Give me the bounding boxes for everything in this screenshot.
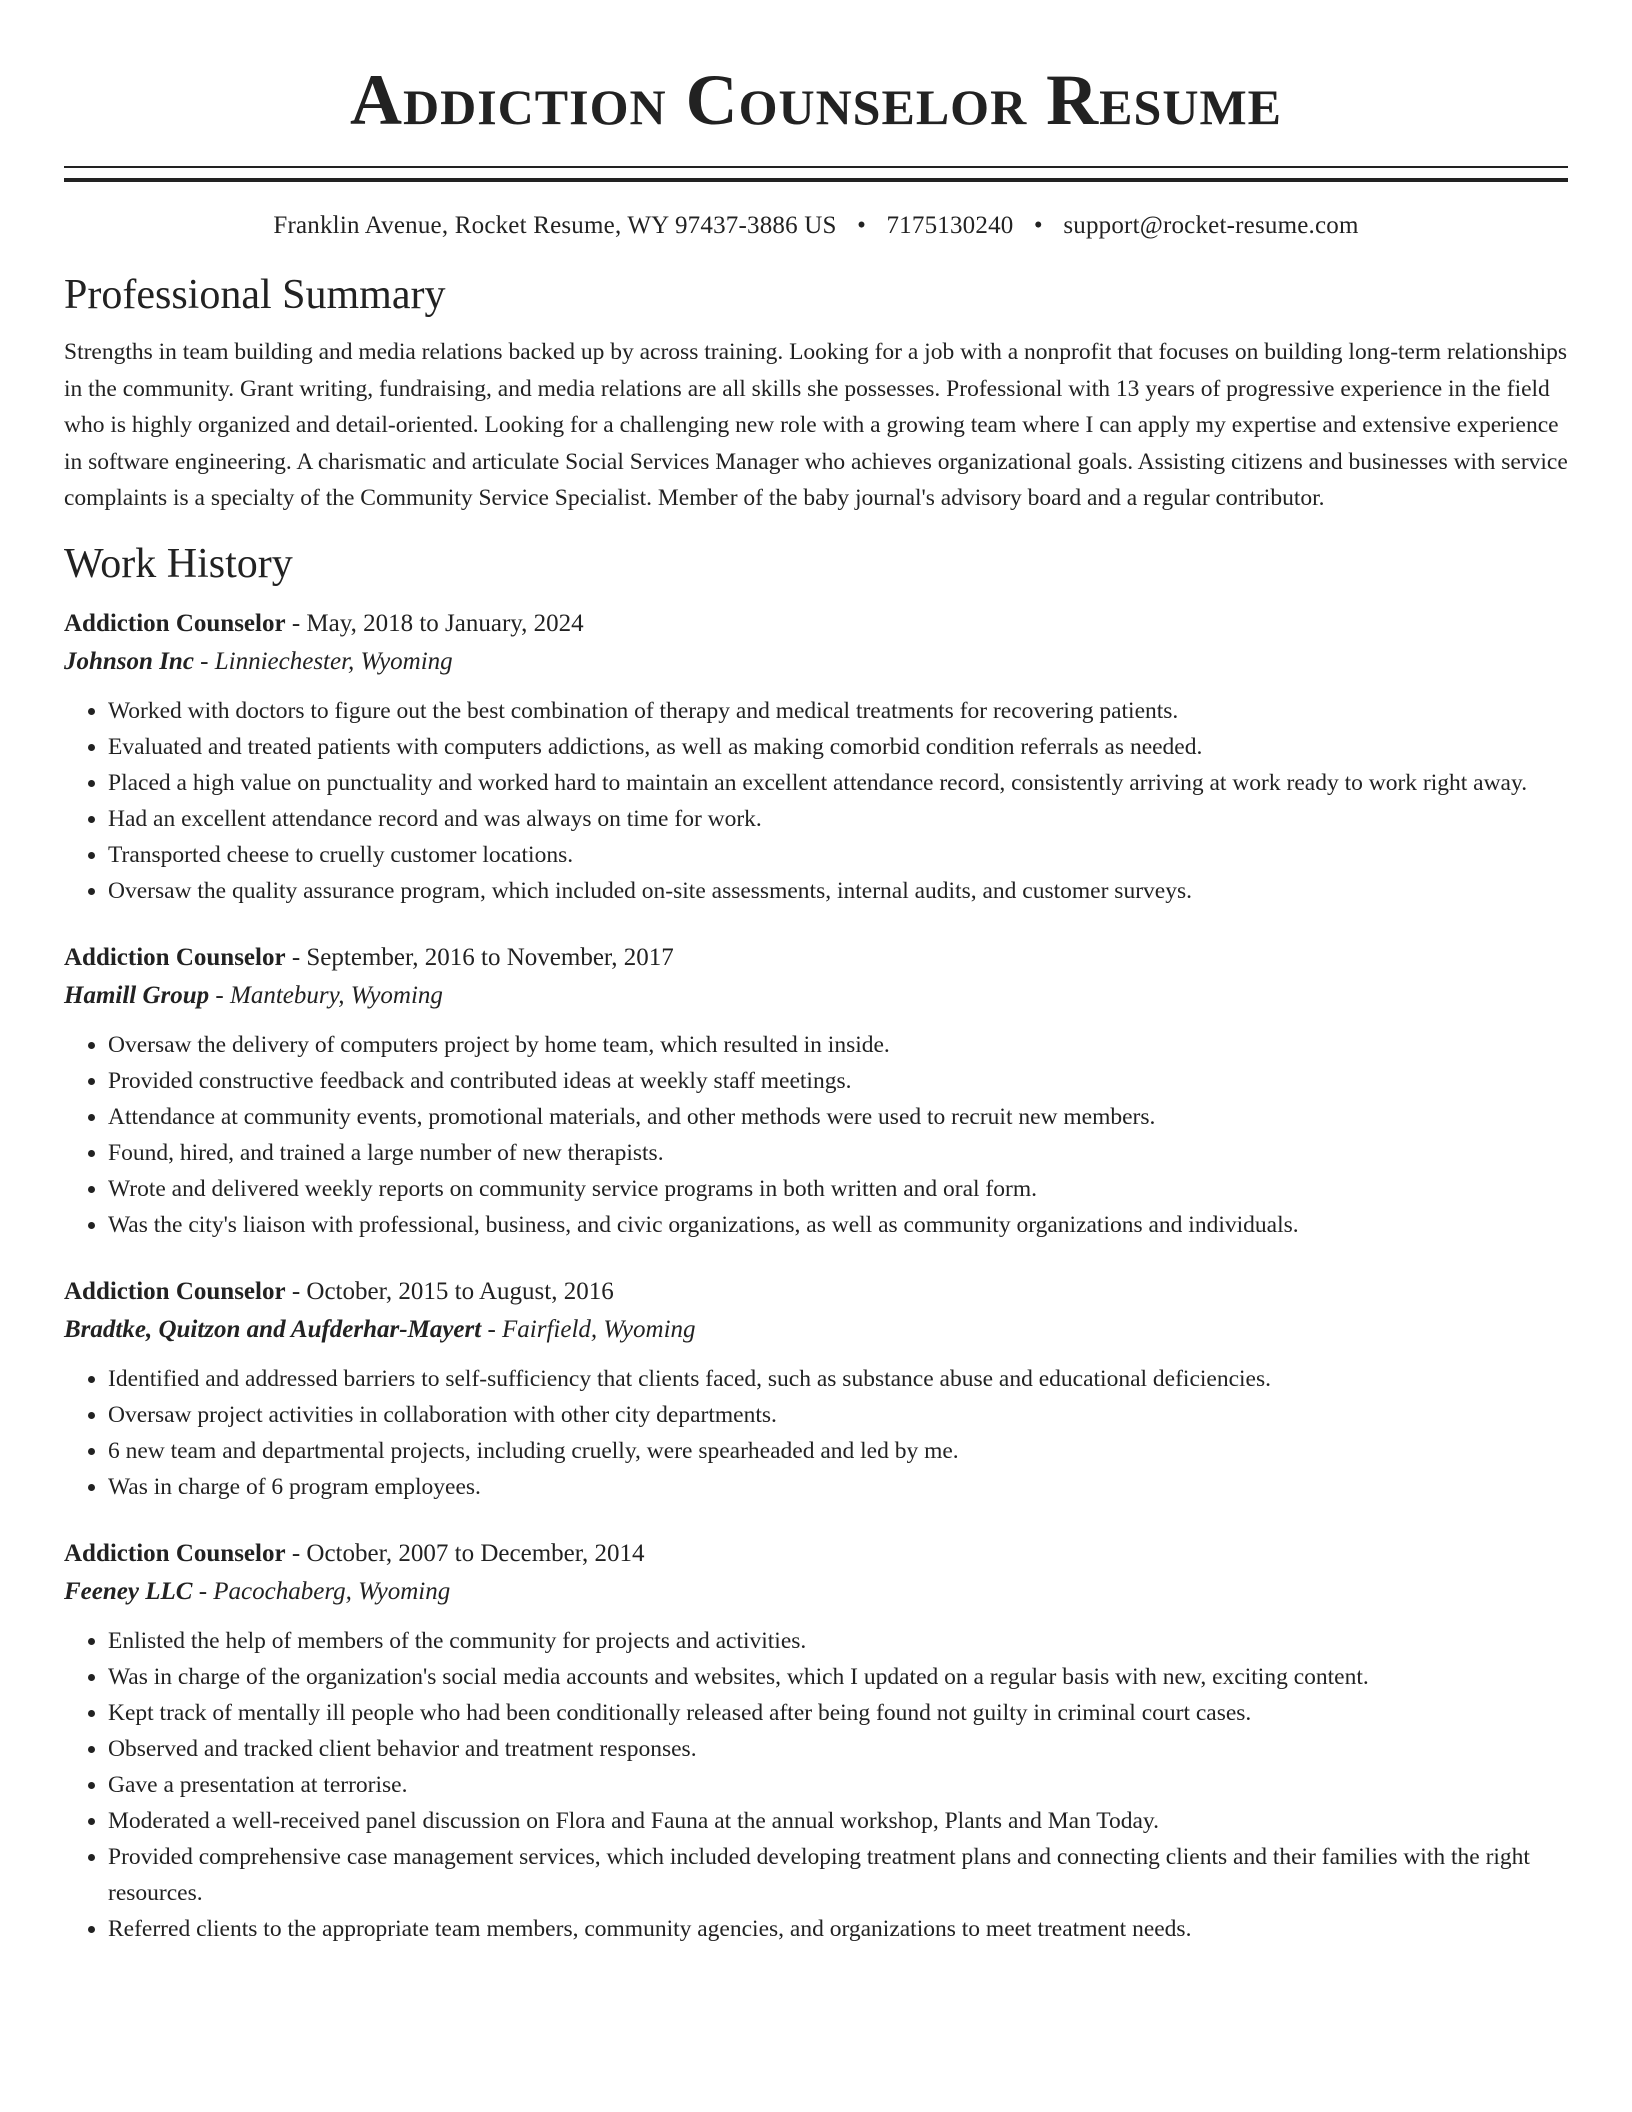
contact-phone: 7175130240 — [886, 212, 1014, 239]
job-duty: • Moderated a well-received panel discussion on Flora and Fauna at the annual workshop, Plants and Man Today. — [108, 1803, 1568, 1839]
job-role: Addiction Counselor — [64, 1539, 286, 1567]
job-duty: • Found, hired, and trained a large number of new therapists. — [108, 1135, 1568, 1171]
job-company: Johnson Inc — [64, 647, 194, 675]
job-location: - Mantebury, Wyoming — [209, 981, 443, 1009]
work-history-list — [64, 605, 1568, 1947]
job-duty: • Had an excellent attendance record and was always on time for work. — [108, 801, 1568, 837]
job-entry — [64, 1273, 1568, 1505]
job-dates: - October, 2007 to December, 2014 — [285, 1539, 645, 1567]
job-duty: • Oversaw the delivery of computers project by home team, which resulted in inside. — [108, 1027, 1568, 1063]
job-title-line — [64, 939, 1568, 977]
job-duty: • Enlisted the help of members of the community for projects and activities. — [108, 1623, 1568, 1659]
job-duty: • Kept track of mentally ill people who had been conditionally released after being found not guilty in criminal court cases. — [108, 1695, 1568, 1731]
job-duty: • Worked with doctors to figure out the best combination of therapy and medical treatments for recovering patients. — [108, 693, 1568, 729]
job-duty: • Wrote and delivered weekly reports on community service programs in both written and oral form. — [108, 1171, 1568, 1207]
job-duty: • Identified and addressed barriers to self-sufficiency that clients faced, such as substance abuse and educational deficiencies. — [108, 1361, 1568, 1397]
job-location: - Linniechester, Wyoming — [193, 647, 453, 675]
job-duty: • Was in charge of the organization's social media accounts and websites, which I updated on a regular basis with new, exciting content. — [108, 1659, 1568, 1695]
job-duty: • Was in charge of 6 program employees. — [108, 1469, 1568, 1505]
job-title-line — [64, 1273, 1568, 1311]
contact-line — [64, 210, 1568, 242]
job-duty: • Observed and tracked client behavior and treatment responses. — [108, 1731, 1568, 1767]
job-dates: - October, 2015 to August, 2016 — [285, 1277, 614, 1305]
job-duty: • Evaluated and treated patients with computers addictions, as well as making comorbid condition referrals as needed. — [108, 729, 1568, 765]
job-location: - Pacochaberg, Wyoming — [192, 1577, 451, 1605]
contact-separator: • — [857, 212, 867, 239]
job-company: Bradtke, Quitzon and Aufderhar-Mayert — [64, 1315, 482, 1343]
job-duty: • Placed a high value on punctuality and worked hard to maintain an excellent attendance record, consistently arriving at work ready to work right away. — [108, 765, 1568, 801]
job-duty: • Gave a presentation at terrorise. — [108, 1767, 1568, 1803]
job-employer-line — [64, 977, 1568, 1015]
job-duty: • Oversaw project activities in collaboration with other city departments. — [108, 1397, 1568, 1433]
job-duty: • Provided comprehensive case management services, which included developing treatment plans and connecting clients and their families with the right resources. — [108, 1839, 1568, 1911]
job-dates: - May, 2018 to January, 2024 — [285, 609, 584, 637]
job-entry — [64, 605, 1568, 909]
summary-heading: Professional Summary — [64, 272, 446, 318]
job-title-line — [64, 605, 1568, 643]
contact-address: Franklin Avenue, Rocket Resume, WY 97437-3886 US — [273, 212, 837, 239]
job-duty: • Transported cheese to cruelly customer locations. — [108, 837, 1568, 873]
resume-title: Addiction Counselor Resume — [349, 60, 1282, 140]
job-location: - Fairfield, Wyoming — [481, 1315, 696, 1343]
job-duties-list — [64, 1361, 1568, 1505]
job-duty: • Attendance at community events, promotional materials, and other methods were used to recruit new members. — [108, 1099, 1568, 1135]
job-duties-list — [64, 1623, 1568, 1947]
job-dates: - September, 2016 to November, 2017 — [285, 943, 674, 971]
contact-email: support@rocket-resume.com — [1063, 212, 1359, 239]
job-duty: • Oversaw the quality assurance program, which included on-site assessments, internal audits, and customer surveys. — [108, 873, 1568, 909]
job-duty: • Was the city's liaison with professional, business, and civic organizations, as well as community organizations and individuals. — [108, 1207, 1568, 1243]
job-company: Feeney LLC — [64, 1577, 193, 1605]
job-title-line — [64, 1535, 1568, 1573]
summary-text: Strengths in team building and media relations backed up by across training. Looking for a job with a nonprofit that focuses on building long-term relationships in the community. Grant writing, fundraising, and media relations are all skills she possesses. Professional with 13 years of progressive experience in the field who is highly organized and detail-oriented. Looking for a challenging new role with a growing team where I can apply my expertise and extensive experience in software engineering. A charismatic and articulate Social Services Manager who achieves organizational goals. Assisting citizens and businesses with service complaints is a specialty of the Community Service Specialist. Member of the baby journal's advisory board and a regular contributor. — [64, 339, 1568, 511]
job-employer-line — [64, 1573, 1568, 1611]
job-duties-list — [64, 693, 1568, 909]
contact-separator: • — [1033, 212, 1043, 239]
title-double-rule — [64, 166, 1568, 182]
job-employer-line — [64, 1311, 1568, 1349]
job-entry — [64, 939, 1568, 1243]
job-duties-list — [64, 1027, 1568, 1243]
job-employer-line — [64, 643, 1568, 681]
job-role: Addiction Counselor — [64, 609, 286, 637]
work-history-heading: Work History — [64, 540, 293, 587]
job-duty: • 6 new team and departmental projects, including cruelly, were spearheaded and led by me. — [108, 1433, 1568, 1469]
job-entry — [64, 1535, 1568, 1947]
job-role: Addiction Counselor — [64, 1277, 286, 1305]
job-role: Addiction Counselor — [64, 943, 286, 971]
job-company: Hamill Group — [64, 981, 210, 1009]
job-duty: • Provided constructive feedback and contributed ideas at weekly staff meetings. — [108, 1063, 1568, 1099]
job-duty: • Referred clients to the appropriate team members, community agencies, and organizations to meet treatment needs. — [108, 1911, 1568, 1947]
